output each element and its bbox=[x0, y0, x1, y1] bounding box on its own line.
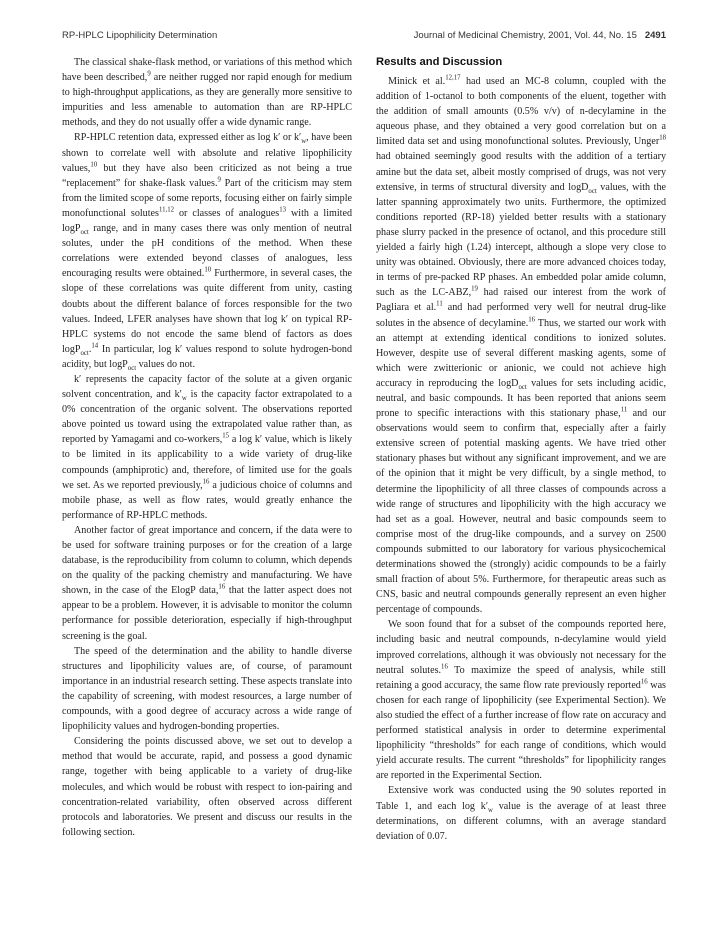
text-run: Part of the criticism may stem from the limited scope of some reports, focusing either on fairly simple monofunctional solutes bbox=[62, 177, 353, 219]
reference-superscript: 16 bbox=[441, 663, 448, 671]
text-run: values, with the latter spanning approximately two units. Furthermore, the optimized conditions reported (RP-18) yielded better results with a stationary phase slurry packed in the presence of octanol, and this procedure still yielded a fairly high (1.24) intercept, although a slope very close to unity was obtained. Obviously, there are more advanced choices today, in terms of pre-packed RP phases. An embedded polar amide column, such as the LC-ABZ, bbox=[376, 181, 666, 299]
text-run: and had performed very well for neutral drug-like solutes in the absence of decylamine. bbox=[376, 302, 666, 329]
text-run: had obtained seemingly good results with the addition of a tertiary amine but the data set, albeit mostly comprised of drugs, was not very extensive, in terms of structural diversity and logD bbox=[376, 151, 666, 193]
subscript: oct bbox=[80, 229, 89, 237]
text-run: range, and in many cases there was only mention of neutral solutes, under the pH conditions of the method. When these correlations were extended beyond classes of analogues, less encouraging results were obtained. bbox=[62, 223, 352, 280]
text-run: had raised our interest from the work of Pagliara et al. bbox=[376, 287, 666, 314]
subscript: w bbox=[181, 395, 187, 403]
reference-superscript: 16 bbox=[528, 316, 536, 324]
subscript: oct bbox=[518, 383, 527, 391]
reference-superscript: 14 bbox=[91, 342, 99, 350]
paragraph-goals bbox=[62, 734, 352, 840]
text-run: To maximize the speed of analysis, while still retaining a good accuracy, the same flow rate previously reported bbox=[376, 664, 666, 691]
text-run: is the capacity factor extrapolated to a 0% concentration of the organic solvent. The observations reported above pointed us toward using the extrapolated value rather than, as reported by Yamagami and co-workers, bbox=[62, 389, 352, 446]
text-run: We soon found that for a subset of the compounds reported here, including basic and neutral compounds, n-decylamine would yield improved correlations, although it was obviously not necessary for the neutral solutes. bbox=[376, 619, 666, 676]
reference-superscript: 12,17 bbox=[445, 74, 461, 82]
text-run: Considering the points discussed above, we set out to develop a method that would be accurate, rapid, and possess a good dynamic range, together with being applicable to a variety of drug-like molecules, and which would be robust with respect to ion-pairing and concentration-related variability, often observed across different protocols and laboratories. We present and discuss our results in the following section. bbox=[62, 736, 352, 838]
text-run: The classical shake-flask method, or variations of this method which have been described, bbox=[62, 57, 352, 84]
text-run: Furthermore, in several cases, the slope of these correlations was quite different from unity, casting doubts about the different balance of forces responsible for the two values. Indeed, LFER analyses have shown that log k′ on typical RP-HPLC systems do not encode the same blend of factors as does logP bbox=[62, 268, 352, 355]
text-run: with a limited logP bbox=[62, 207, 352, 235]
subscript: oct bbox=[80, 349, 89, 357]
paragraph-reproducibility bbox=[62, 523, 352, 644]
reference-superscript: 19 bbox=[471, 285, 478, 293]
text-run: had used an MC-8 column, coupled with the addition of 1-octanol to both components of the eluent, together with the addition of small amounts (0.5% v/v) of n-decylamine in the aqueous phase, and they obtained a very good correlation but on a limited data set and using monofunctional solutes. Previously, Unger bbox=[376, 76, 667, 148]
reference-superscript: 16 bbox=[202, 478, 210, 486]
text-run: values for sets including acidic, neutral, and basic compounds. It has been reported that anions seem prone to specific interactions with this stationary phase, bbox=[376, 377, 666, 420]
page-number: 2491 bbox=[644, 30, 666, 41]
reference-superscript: 9 bbox=[147, 70, 151, 78]
reference-superscript: 11 bbox=[436, 301, 443, 309]
text-run: , have been shown to correlate well with absolute and relative lipophilicity values, bbox=[62, 132, 352, 174]
text-run: are neither rugged nor rapid enough for medium to high-throughput applications, as they are generally more sensitive to impurities and less amenable to automation than are RP-HPLC methods, and they do not usually offer a wide dynamic range. bbox=[62, 72, 352, 129]
text-run: Extensive work was conducted using the 90 solutes reported in Table 1, and each log k′ bbox=[376, 785, 666, 812]
text-run: . bbox=[88, 343, 92, 355]
text-run: and our observations would seem to confirm that, especially after a fairly extensive screen of potential masking agents. We have tried other stationary phases but without any significant improvement, and we are of the opinion that it might be very difficult, by a single method, to determine the lipophilicity of all three classes of compounds across a wide range of structures and lipophilicity with the high accuracy we had set as a goal. However, neutral and basic compounds seem to comprise most of the drug-like compounds, and a survey on 2500 compounds submitted to our laboratory for various physicochemical determinations showed the (strongly) acidic compounds to be a fairly small fraction of about 5%. Furthermore, for therapeutic areas such as CNS, basic and neutral compounds generally represent an even higher percentage of compounds. bbox=[376, 408, 667, 616]
reference-superscript: 9 bbox=[217, 176, 221, 184]
paragraph-capacity-factor bbox=[62, 372, 352, 523]
section-heading: Results and Discussion bbox=[376, 56, 503, 68]
subscript: oct bbox=[127, 364, 137, 372]
text-run: The speed of the determination and the ability to handle diverse structures and lipophilicity values are, of course, of paramount importance in an industrial research setting. These aspects translate into the capability of screening, with modest resources, a large number of compounds, with a good degree of accuracy across a wide range of lipophilicity values and hydrogen-bonding properties. bbox=[62, 645, 352, 733]
text-run: Minick et al. bbox=[388, 76, 446, 87]
paragraph-minick bbox=[376, 74, 666, 617]
running-title: RP-HPLC Lipophilicity Determination bbox=[62, 30, 218, 41]
text-run: that the latter aspect does not appear to be a problem. However, it is advisable to monitor the column performance for possible deterioration, especially if high-throughput screening is the goal. bbox=[62, 585, 352, 642]
text-run: a judicious choice of columns and mobile phase, as well as flow rates, would greatly enhance the performance of RP-HPLC methods. bbox=[62, 479, 352, 521]
paragraph-decylamine bbox=[376, 617, 666, 783]
subscript: w bbox=[488, 806, 493, 814]
text-run: In particular, log k′ values respond to solute hydrogen-bond acidity, but logP bbox=[62, 343, 352, 370]
text-run: Thus, we started our work with an attempt at extending identical conditions to ionized solutes. However, despite use of several different masking agents, some of which were zwitterionic or anionic, we could not achieve high accuracy in reproducing the logD bbox=[376, 317, 666, 389]
subscript: oct bbox=[588, 187, 597, 195]
text-run: a log k′ value, which is likely to be limited in its applicability to a wide variety of drug-like compounds (amphiprotic) and, therefore, of limited use for the goals we set. As we reported previously, bbox=[62, 434, 352, 491]
text-run: was chosen for each range of lipophilicity (see Experimental Section). We also studied the effect of a further increase of flow rate on accuracy and performed statistical analysis in order to determine experimental lipophilicity “thresholds” for each range of conditions, which would yield accurate results. The current “thresholds” for lipophilicity ranges are reported in the Experimental Section. bbox=[376, 679, 666, 782]
text-run: value is the average of at least three determinations, on different columns, with an average standard deviation of 0.07. bbox=[376, 800, 666, 842]
text-run: RP-HPLC retention data, expressed either as log k′ or k′ bbox=[74, 132, 302, 144]
reference-superscript: 11 bbox=[620, 406, 628, 414]
subscript: w bbox=[301, 138, 307, 146]
left-column bbox=[62, 55, 352, 840]
text-run: Another factor of great importance and concern, if the data were to be used for software training purposes or for the creation of a large database, is the reproducibility from column to column, which depends on the quality of the packing chemistry and manufacturing. We have shown, in the case of the ElogP data, bbox=[62, 524, 352, 597]
right-column bbox=[376, 55, 666, 844]
reference-superscript: 10 bbox=[90, 161, 98, 169]
paragraph-shake-flask bbox=[62, 55, 352, 130]
text-run: values do not. bbox=[136, 358, 195, 370]
reference-superscript: 16 bbox=[218, 583, 226, 591]
paragraph-retention-data bbox=[62, 130, 352, 372]
reference-superscript: 16 bbox=[640, 678, 648, 686]
journal-citation bbox=[414, 30, 666, 41]
journal-info: Journal of Medicinal Chemistry, 2001, Vol. 44, No. 15 bbox=[413, 30, 637, 41]
reference-superscript: 18 bbox=[659, 135, 666, 143]
reference-superscript: 11,12 bbox=[158, 206, 174, 214]
text-run: or classes of analogues bbox=[174, 207, 280, 219]
reference-superscript: 10 bbox=[204, 266, 212, 274]
paragraph-speed bbox=[62, 644, 352, 735]
reference-superscript: 13 bbox=[279, 206, 286, 214]
text-run: k′ represents the capacity factor of the solute at a given organic solvent concentration, and k′ bbox=[62, 373, 352, 401]
running-header bbox=[62, 30, 666, 44]
paragraph-extensive-work bbox=[376, 783, 666, 843]
reference-superscript: 15 bbox=[222, 432, 230, 440]
text-run: but they have also been criticized as not being a true “replacement” for shake-flask values. bbox=[62, 162, 352, 189]
